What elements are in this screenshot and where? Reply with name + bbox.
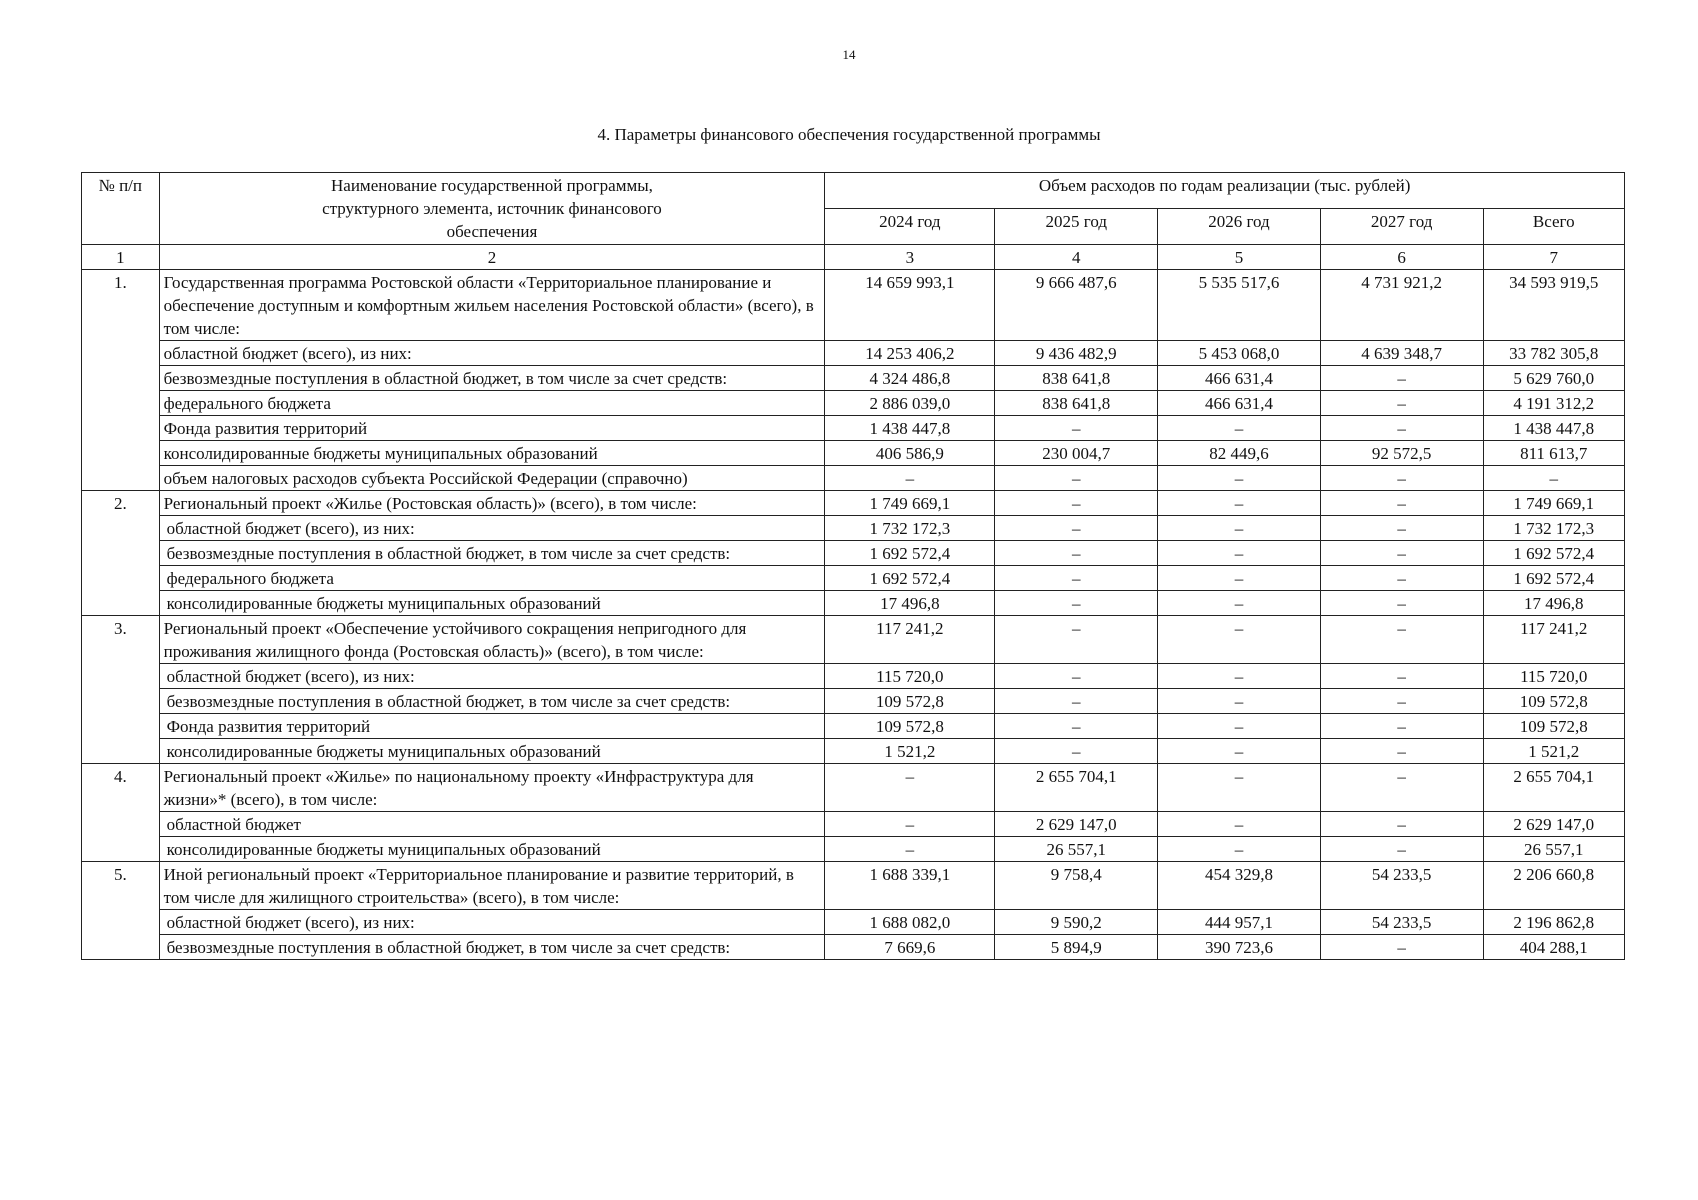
table-row [82, 441, 1625, 466]
value-cell: 117 241,2 [825, 616, 995, 664]
value-cell: 404 288,1 [1483, 935, 1625, 960]
page-number: 14 [842, 47, 856, 62]
value-cell: 4 731 921,2 [1320, 270, 1483, 341]
value-cell: 109 572,8 [1483, 714, 1625, 739]
value-cell: – [995, 664, 1158, 689]
value-cell: – [1320, 739, 1483, 764]
value-cell: 4 324 486,8 [825, 366, 995, 391]
row-name: областной бюджет (всего), из них: [159, 910, 825, 935]
value-cell: – [1158, 837, 1321, 862]
value-cell: – [1158, 689, 1321, 714]
value-cell: 14 659 993,1 [825, 270, 995, 341]
value-cell: – [1158, 516, 1321, 541]
row-name: консолидированные бюджеты муниципальных образований [159, 837, 825, 862]
row-name: областной бюджет [159, 812, 825, 837]
row-name: консолидированные бюджеты муниципальных образований [159, 441, 825, 466]
row-number: 4. [82, 764, 160, 862]
row-name: областной бюджет (всего), из них: [159, 516, 825, 541]
value-cell: – [1158, 739, 1321, 764]
row-name: Региональный проект «Обеспечение устойчивого сокращения непригодного для проживания жилищного фонда (Ростовская область)» (всего), в том числе: [159, 616, 825, 664]
value-cell: 1 521,2 [825, 739, 995, 764]
value-cell: – [995, 541, 1158, 566]
value-cell: 17 496,8 [825, 591, 995, 616]
table-row [82, 391, 1625, 416]
value-cell: – [1158, 541, 1321, 566]
row-name: Региональный проект «Жилье (Ростовская область)» (всего), в том числе: [159, 491, 825, 516]
column-number: 6 [1320, 245, 1483, 270]
value-cell: 1 688 339,1 [825, 862, 995, 910]
value-cell: 2 655 704,1 [995, 764, 1158, 812]
table-row [82, 664, 1625, 689]
value-cell: – [995, 466, 1158, 491]
value-cell: – [1320, 516, 1483, 541]
value-cell: – [1158, 466, 1321, 491]
value-cell: 1 749 669,1 [825, 491, 995, 516]
value-cell: – [1158, 416, 1321, 441]
value-cell: 9 590,2 [995, 910, 1158, 935]
value-cell: – [1158, 664, 1321, 689]
value-cell: – [995, 689, 1158, 714]
row-name: Фонда развития территорий [159, 416, 825, 441]
column-number: 1 [82, 245, 160, 270]
value-cell: – [1320, 764, 1483, 812]
value-cell: 2 629 147,0 [1483, 812, 1625, 837]
value-cell: 2 196 862,8 [1483, 910, 1625, 935]
value-cell: 7 669,6 [825, 935, 995, 960]
value-cell: – [995, 616, 1158, 664]
value-cell: 1 692 572,4 [1483, 541, 1625, 566]
row-name: областной бюджет (всего), из них: [159, 341, 825, 366]
table-row [82, 910, 1625, 935]
row-name: безвозмездные поступления в областной бюджет, в том числе за счет средств: [159, 935, 825, 960]
value-cell: – [995, 591, 1158, 616]
value-cell: 82 449,6 [1158, 441, 1321, 466]
value-cell: – [825, 812, 995, 837]
value-cell: 9 666 487,6 [995, 270, 1158, 341]
document-title: 4. Параметры финансового обеспечения государственной программы [597, 125, 1101, 144]
value-cell: – [1158, 714, 1321, 739]
value-cell: 33 782 305,8 [1483, 341, 1625, 366]
row-name: федерального бюджета [159, 566, 825, 591]
value-cell: 4 639 348,7 [1320, 341, 1483, 366]
value-cell: 115 720,0 [1483, 664, 1625, 689]
value-cell: 2 629 147,0 [995, 812, 1158, 837]
value-cell: – [1158, 491, 1321, 516]
header-year-2024: 2024 год [825, 209, 995, 245]
row-number: 3. [82, 616, 160, 764]
table-row [82, 541, 1625, 566]
row-name: Фонда развития территорий [159, 714, 825, 739]
value-cell: 5 629 760,0 [1483, 366, 1625, 391]
value-cell: – [1320, 935, 1483, 960]
table-row [82, 714, 1625, 739]
value-cell: 115 720,0 [825, 664, 995, 689]
table-row [82, 837, 1625, 862]
table-row [82, 764, 1625, 812]
value-cell: 26 557,1 [1483, 837, 1625, 862]
value-cell: – [825, 764, 995, 812]
value-cell: – [1320, 366, 1483, 391]
value-cell: 1 692 572,4 [825, 541, 995, 566]
row-number: 1. [82, 270, 160, 491]
table-row [82, 491, 1625, 516]
table-row [82, 516, 1625, 541]
value-cell: – [825, 466, 995, 491]
value-cell: – [825, 837, 995, 862]
value-cell: – [1320, 837, 1483, 862]
row-name: консолидированные бюджеты муниципальных образований [159, 739, 825, 764]
value-cell: – [995, 714, 1158, 739]
value-cell: – [995, 566, 1158, 591]
value-cell: 1 521,2 [1483, 739, 1625, 764]
value-cell: 117 241,2 [1483, 616, 1625, 664]
row-name: консолидированные бюджеты муниципальных образований [159, 591, 825, 616]
header-expenses: Объем расходов по годам реализации (тыс. рублей) [825, 173, 1625, 209]
value-cell: – [1158, 812, 1321, 837]
table-row [82, 416, 1625, 441]
header-year-2027: 2027 год [1320, 209, 1483, 245]
row-name: безвозмездные поступления в областной бюджет, в том числе за счет средств: [159, 366, 825, 391]
table-row [82, 341, 1625, 366]
value-cell: – [1320, 466, 1483, 491]
row-name: объем налоговых расходов субъекта Российской Федерации (справочно) [159, 466, 825, 491]
value-cell: 14 253 406,2 [825, 341, 995, 366]
value-cell: – [1320, 391, 1483, 416]
value-cell: – [1320, 664, 1483, 689]
value-cell: 5 453 068,0 [1158, 341, 1321, 366]
table-row [82, 270, 1625, 341]
value-cell: 54 233,5 [1320, 910, 1483, 935]
value-cell: – [1320, 714, 1483, 739]
value-cell: – [1320, 416, 1483, 441]
value-cell: 1 732 172,3 [1483, 516, 1625, 541]
value-cell: 2 655 704,1 [1483, 764, 1625, 812]
value-cell: 390 723,6 [1158, 935, 1321, 960]
value-cell: 17 496,8 [1483, 591, 1625, 616]
value-cell: 444 957,1 [1158, 910, 1321, 935]
value-cell: 109 572,8 [1483, 689, 1625, 714]
header-no: № п/п [82, 173, 160, 245]
column-number: 5 [1158, 245, 1321, 270]
value-cell: 4 191 312,2 [1483, 391, 1625, 416]
value-cell: 838 641,8 [995, 391, 1158, 416]
value-cell: – [1158, 591, 1321, 616]
value-cell: – [995, 516, 1158, 541]
value-cell: – [1320, 591, 1483, 616]
table-row [82, 566, 1625, 591]
financing-table [81, 172, 1625, 960]
value-cell: – [1320, 812, 1483, 837]
table-row [82, 466, 1625, 491]
value-cell: – [1483, 466, 1625, 491]
value-cell: – [1158, 566, 1321, 591]
table-row [82, 812, 1625, 837]
value-cell: – [1158, 616, 1321, 664]
value-cell: 1 692 572,4 [1483, 566, 1625, 591]
column-number: 4 [995, 245, 1158, 270]
value-cell: – [1320, 541, 1483, 566]
column-number: 3 [825, 245, 995, 270]
header-row-1 [82, 173, 1625, 209]
header-year-2026: 2026 год [1158, 209, 1321, 245]
table-row [82, 366, 1625, 391]
value-cell: – [1320, 689, 1483, 714]
value-cell: 109 572,8 [825, 714, 995, 739]
value-cell: 9 436 482,9 [995, 341, 1158, 366]
row-name: Региональный проект «Жилье» по национальному проекту «Инфраструктура для жизни»* (всего), в том числе: [159, 764, 825, 812]
value-cell: 1 749 669,1 [1483, 491, 1625, 516]
header-name: Наименование государственной программы, структурного элемента, источник финансового обеспечения [159, 173, 825, 245]
header-total: Всего [1483, 209, 1625, 245]
value-cell: 5 535 517,6 [1158, 270, 1321, 341]
value-cell: 230 004,7 [995, 441, 1158, 466]
value-cell: 466 631,4 [1158, 366, 1321, 391]
row-name: областной бюджет (всего), из них: [159, 664, 825, 689]
value-cell: 54 233,5 [1320, 862, 1483, 910]
value-cell: 109 572,8 [825, 689, 995, 714]
header-year-2025: 2025 год [995, 209, 1158, 245]
table-row [82, 935, 1625, 960]
row-name: федерального бюджета [159, 391, 825, 416]
value-cell: 26 557,1 [995, 837, 1158, 862]
row-name: Иной региональный проект «Территориальное планирование и развитие территорий, в том числе для жилищного строительства» (всего), в том числе: [159, 862, 825, 910]
value-cell: 466 631,4 [1158, 391, 1321, 416]
value-cell: 92 572,5 [1320, 441, 1483, 466]
column-number: 7 [1483, 245, 1625, 270]
row-name: Государственная программа Ростовской области «Территориальное планирование и обеспечение доступным и комфортным жильем населения Ростовской области» (всего), в том числе: [159, 270, 825, 341]
value-cell: 406 586,9 [825, 441, 995, 466]
value-cell: 1 692 572,4 [825, 566, 995, 591]
value-cell: – [1320, 566, 1483, 591]
table-row [82, 689, 1625, 714]
value-cell: 34 593 919,5 [1483, 270, 1625, 341]
row-number: 2. [82, 491, 160, 616]
table-row [82, 591, 1625, 616]
value-cell: 1 732 172,3 [825, 516, 995, 541]
column-number-row [82, 245, 1625, 270]
value-cell: – [1158, 764, 1321, 812]
value-cell: 5 894,9 [995, 935, 1158, 960]
row-name: безвозмездные поступления в областной бюджет, в том числе за счет средств: [159, 689, 825, 714]
value-cell: – [995, 739, 1158, 764]
value-cell: 9 758,4 [995, 862, 1158, 910]
value-cell: 454 329,8 [1158, 862, 1321, 910]
table-row [82, 862, 1625, 910]
value-cell: 2 206 660,8 [1483, 862, 1625, 910]
table-row [82, 616, 1625, 664]
value-cell: 1 438 447,8 [1483, 416, 1625, 441]
row-name: безвозмездные поступления в областной бюджет, в том числе за счет средств: [159, 541, 825, 566]
value-cell: 2 886 039,0 [825, 391, 995, 416]
value-cell: 1 688 082,0 [825, 910, 995, 935]
value-cell: – [1320, 616, 1483, 664]
value-cell: – [995, 416, 1158, 441]
value-cell: 1 438 447,8 [825, 416, 995, 441]
row-number: 5. [82, 862, 160, 960]
value-cell: – [1320, 491, 1483, 516]
table-row [82, 739, 1625, 764]
value-cell: 838 641,8 [995, 366, 1158, 391]
value-cell: 811 613,7 [1483, 441, 1625, 466]
value-cell: – [995, 491, 1158, 516]
column-number: 2 [159, 245, 825, 270]
